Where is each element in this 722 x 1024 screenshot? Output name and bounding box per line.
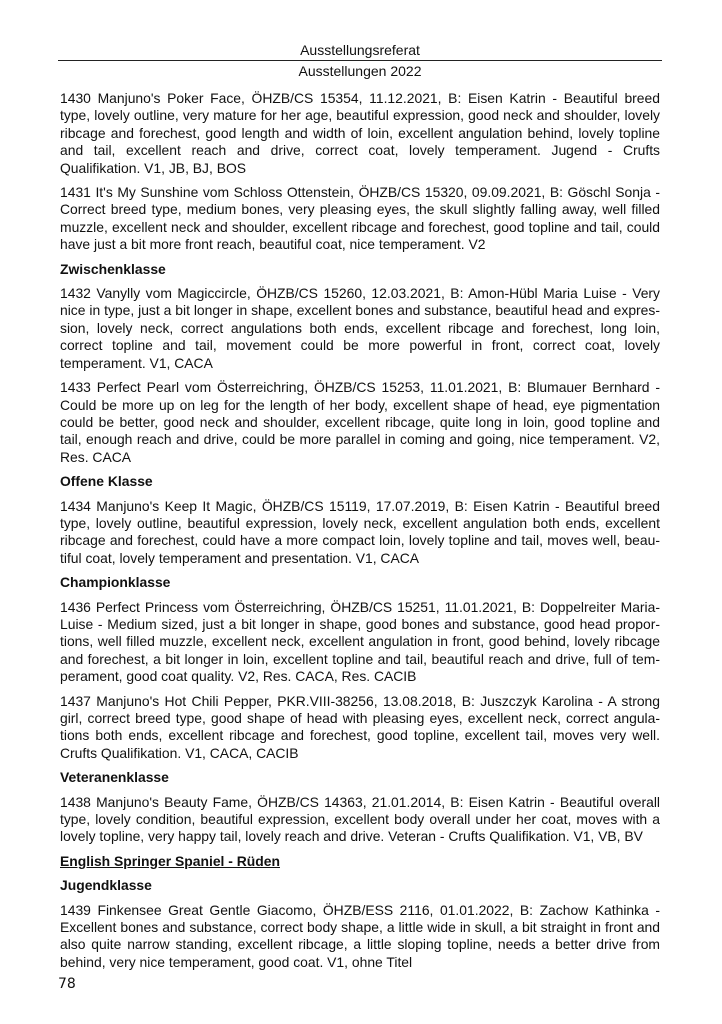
class-heading-jugendklasse: Jugendklasse	[60, 877, 152, 894]
entry-1438: 1438 Manjuno's Beauty Fame, ÖHZB/CS 14363, 21.01.2014, B: Eisen Katrin - Beautiful overall type, lovely condition, beautiful expression, excellent body overall under her coat, moves with a lovely topline, very happy tail, lovely reach and drive. Veteran - Crufts Qualifikation. V1, VB, BV	[60, 793, 660, 845]
document-body	[60, 90, 660, 971]
entry-1436: 1436 Perfect Princess vom Österreichring, ÖHZB/CS 15251, 11.01.2021, B: Doppelreiter Maria-Luise - Medium sized, just a bit longer in shape, good bones and substance, good head proportions, well filled muzzle, excellent neck, excellent angulation in front, good behind, lovely ribcage and forechest, a bit longer in loin, excellent topline and tail, beautiful reach and drive, full of temperament, good coat quality. V2, Res. CACA, Res. CACIB	[60, 598, 660, 685]
page-number: 78	[58, 976, 76, 992]
header-divider	[58, 60, 662, 61]
running-header-title: Ausstellungsreferat	[300, 42, 420, 58]
entry-1432: 1432 Vanylly vom Magiccircle, ÖHZB/CS 15260, 12.03.2021, B: Amon-Hübl Maria Luise - Very nice in type, just a bit longer in shape, excellent bones and substance, beautiful head and expression, lovely neck, correct angulations both ends, excellent ribcage and forechest, long loin, correct topline and tail, movement could be more powerful in front, correct coat, lovely temperament. V1, CACA	[60, 285, 660, 371]
entry-1430: 1430 Manjuno's Poker Face, ÖHZB/CS 15354, 11.12.2021, B: Eisen Katrin - Beautiful breed type, lovely outline, very mature for her age, beautiful expression, good neck and shoulder, lovely ribcage and forechest, good length and width of loin, excellent angulation behind, lovely topline and tail, excellent reach and drive, correct coat, lovely temperament. Jugend - Crufts Qualifikation. V1, JB, BJ, BOS	[60, 90, 660, 176]
entry-1439: 1439 Finkensee Great Gentle Giacomo, ÖHZB/ESS 2116, 01.01.2022, B: Zachow Kathinka - Excellent bones and substance, correct body shape, a little wide in skull, a bit straight in front and also quite narrow standing, excellent ribcage, a little sloping topline, needs a better drive from behind, very nice temperament, good coat. V1, ohne Titel	[60, 901, 660, 970]
class-heading-offene-klasse: Offene Klasse	[60, 473, 153, 490]
breed-heading: English Springer Spaniel - Rüden	[60, 852, 280, 869]
entry-1431: 1431 It's My Sunshine vom Schloss Ottenstein, ÖHZB/CS 15320, 09.09.2021, B: Göschl Sonja - Correct breed type, medium bones, very pleasing eyes, the skull slightly falling away, well filled muzzle, excellent neck and shoulder, excellent ribcage and forechest, good topline and tail, could have just a bit more front reach, beautiful coat, nice temperament. V2	[60, 184, 660, 253]
class-heading-veteranenklasse: Veteranenklasse	[60, 769, 169, 786]
class-heading-zwischenklasse: Zwischenklasse	[60, 260, 166, 277]
running-header-subtitle: Ausstellungen 2022	[298, 63, 422, 79]
entry-1437: 1437 Manjuno's Hot Chili Pepper, PKR.VIII-38256, 13.08.2018, B: Juszczyk Karolina - A strong girl, correct breed type, good shape of head with pleasing eyes, excellent neck, correct angulations both ends, excellent ribcage and forechest, good topline, excellent tail, moves very well. Crufts Qualifikation. V1, CACA, CACIB	[60, 692, 660, 761]
entry-1433: 1433 Perfect Pearl vom Österreichring, ÖHZB/CS 15253, 11.01.2021, B: Blumauer Bernhard - Could be more up on leg for the length of her body, excellent shape of head, eye pigmentation could be better, good neck and shoulder, excellent ribcage, quite long in loin, good topline and tail, enough reach and drive, could be more parallel in coming and going, nice temperament. V2, Res. CACA	[60, 379, 660, 465]
class-heading-championklasse: Championklasse	[60, 574, 171, 591]
entry-1434: 1434 Manjuno's Keep It Magic, ÖHZB/CS 15119, 17.07.2019, B: Eisen Katrin - Beautiful breed type, lovely outline, beautiful expression, lovely neck, excellent angulation both ends, excellent ribcage and forechest, could have a more compact loin, lovely topline and tail, moves well, beautiful coat, lovely temperament and presentation. V1, CACA	[60, 497, 660, 566]
document-page	[60, 42, 660, 978]
